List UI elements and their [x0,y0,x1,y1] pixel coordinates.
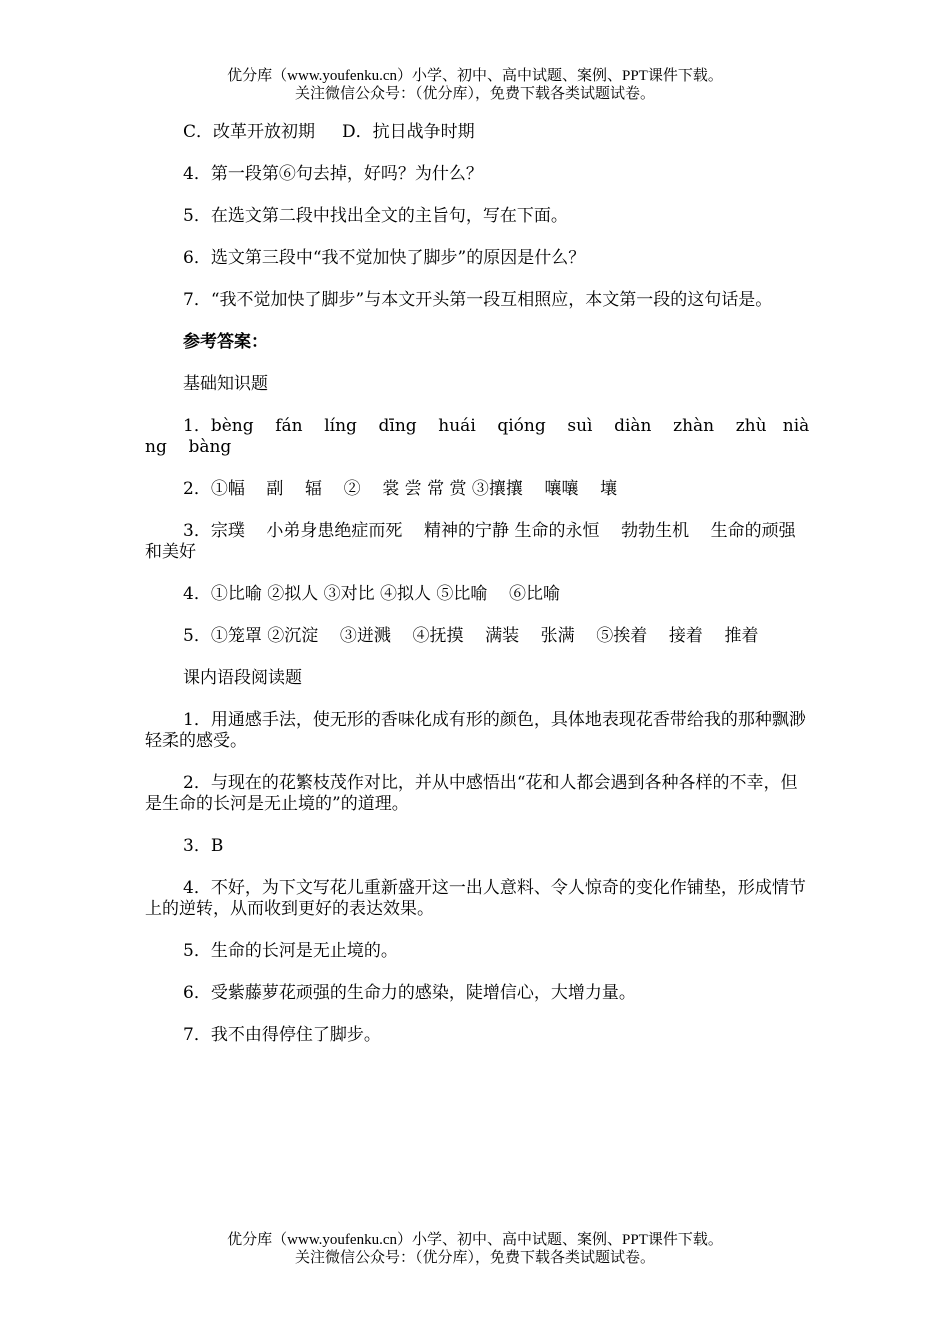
question-option-cd: C．改革开放初期 D．抗日战争时期 [183,122,475,142]
document-body [145,122,810,1067]
answers-title: 参考答案： [183,332,268,352]
basic-answer-1: 1．bèng fán líng dīng huái qióng suì diàn zhàn zhù niàng bàng [145,416,810,457]
basic-answer-2: 2．①幅 副 辐 ② 裳 尝 常 赏 ③攘攘 嚷嚷 壤 [183,479,618,499]
reading-answer-2: 2．与现在的花繁枝茂作对比，并从中感悟出“花和人都会遇到各种各样的不幸，但是生命的长河是无止境的”的道理。 [145,773,798,814]
reading-answer-3: 3．B [183,836,224,856]
question-7: 7．“我不觉加快了脚步”与本文开头第一段互相照应，本文第一段的这句话是。 [183,290,773,310]
section-basic-title: 基础知识题 [183,374,268,394]
header-line-1: 优分库（www.youfenku.cn）小学、初中、高中试题、案例、PPT课件下载。 [227,68,723,84]
reading-answer-4: 4．不好，为下文写花儿重新盛开这一出人意料、令人惊奇的变化作铺垫，形成情节上的逆转，从而收到更好的表达效果。 [145,878,806,919]
question-6: 6．选文第三段中“我不觉加快了脚步”的原因是什么？ [183,248,586,268]
page-header [0,67,950,103]
page-footer [0,1231,950,1267]
header-line-2: 关注微信公众号：（优分库），免费下载各类试题试卷。 [294,86,655,102]
reading-answer-5: 5．生命的长河是无止境的。 [183,941,398,961]
question-4: 4．第一段第⑥句去掉，好吗？为什么？ [183,164,483,184]
footer-line-2: 关注微信公众号：（优分库），免费下载各类试题试卷。 [294,1250,655,1266]
basic-answer-4: 4．①比喻 ②拟人 ③对比 ④拟人 ⑤比喻 ⑥比喻 [183,584,561,604]
question-5: 5．在选文第二段中找出全文的主旨句，写在下面。 [183,206,568,226]
reading-answer-7: 7．我不由得停住了脚步。 [183,1025,381,1045]
basic-answer-3: 3．宗璞 小弟身患绝症而死 精神的宁静 生命的永恒 勃勃生机 生命的顽强和美好 [145,521,796,562]
footer-line-1: 优分库（www.youfenku.cn）小学、初中、高中试题、案例、PPT课件下载。 [227,1232,723,1248]
reading-answer-1: 1．用通感手法，使无形的香味化成有形的颜色，具体地表现花香带给我的那种飘渺轻柔的感受。 [145,710,806,751]
section-reading-title: 课内语段阅读题 [183,668,302,688]
reading-answer-6: 6．受紫藤萝花顽强的生命力的感染，陡增信心，大增力量。 [183,983,636,1003]
basic-answer-5: 5．①笼罩 ②沉淀 ③迸溅 ④抚摸 满装 张满 ⑤挨着 接着 推着 [183,626,759,646]
